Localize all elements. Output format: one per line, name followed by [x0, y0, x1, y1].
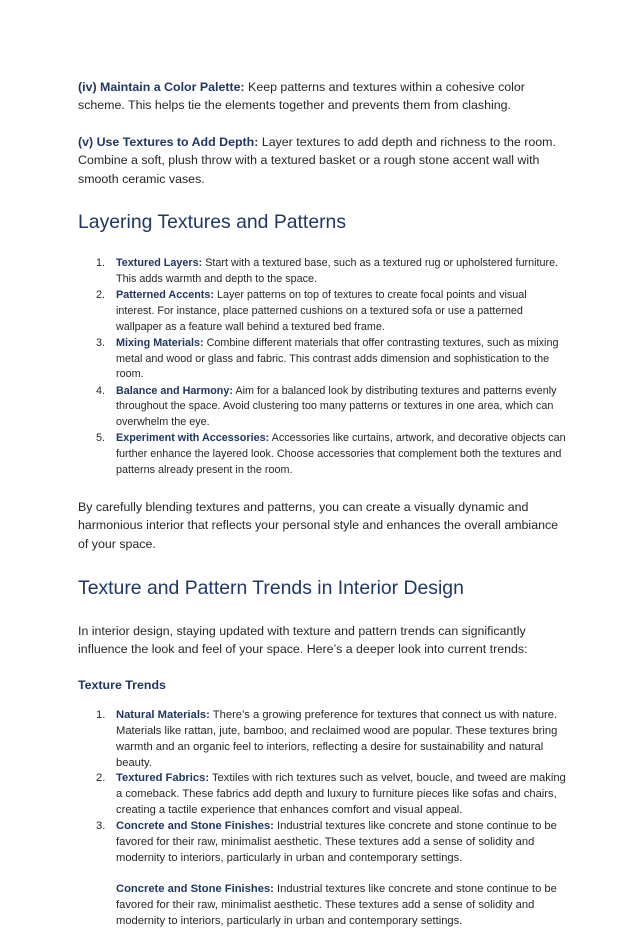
list-item-title: Balance and Harmony:	[116, 384, 233, 397]
paragraph-title: (iv) Maintain a Color Palette:	[78, 80, 245, 94]
section-heading-layering: Layering Textures and Patterns	[78, 211, 347, 234]
list-item-text: Textiles with rich textures such as velvet, boucle, and tweed are making a comeback. These fabrics add depth and luxury to furniture pieces like sofas and chairs, creating a tactile experience that enhances comfort and visual appeal.	[116, 772, 566, 817]
list-item	[78, 431, 568, 478]
list-item-text: There’s a growing preference for textures that connect us with nature. Materials like rattan, jute, bamboo, and reclaimed wood are popular. These textures bring warmth and an organic feel to interiors, reflecting a desire for sustainability and natural beauty.	[116, 708, 558, 769]
paragraph-text: Layer textures to add depth and richness to the room. Combine a soft, plush throw with a textured basket or a rough stone accent wall with smooth ceramic vases.	[78, 134, 556, 186]
repeated-paragraph-concrete-stone	[78, 882, 568, 930]
list-item-title: Concrete and Stone Finishes:	[116, 820, 274, 833]
list-number: 2.	[96, 772, 106, 785]
list-number: 4.	[96, 384, 106, 397]
list-item-title: Textured Layers:	[116, 257, 203, 270]
list-item-text: Aim for a balanced look by distributing textures and patterns evenly throughout the space. Avoid clustering too many patterns or textures in one area, which can overwhelm the eye.	[116, 384, 557, 429]
layering-summary: By carefully blending textures and patterns, you can create a visually dynamic and harmonious interior that reflects your personal style and enhances the overall ambiance of your space.	[78, 499, 559, 551]
paragraph-use-textures-depth	[78, 133, 568, 188]
list-item-title: Textured Fabrics:	[116, 772, 210, 785]
texture-trends-list	[78, 708, 568, 867]
list-item	[78, 336, 568, 383]
sub-heading-texture-trends: Texture Trends	[78, 677, 166, 692]
list-item	[78, 819, 568, 867]
list-item	[78, 384, 568, 431]
list-item-title: Natural Materials:	[116, 708, 210, 721]
list-item-text: Accessories like curtains, artwork, and decorative objects can further enhance the layered look. Choose accessories that complement both the textures and patterns already present in the room.	[116, 432, 566, 476]
list-item-title: Mixing Materials:	[116, 336, 204, 349]
layering-list	[78, 256, 568, 479]
paragraph-title: (v) Use Textures to Add Depth:	[78, 134, 259, 149]
trends-intro: In interior design, staying updated with texture and pattern trends can significantly influence the look and feel of your space. Here’s a deeper look into current trends:	[78, 623, 528, 657]
list-number: 2.	[96, 289, 106, 302]
list-item-text: Industrial textures like concrete and stone continue to be favored for their raw, minimalist aesthetic. These textures add a sense of solidity and modernity to interiors, particularly in urban and contemporary settings.	[116, 820, 557, 864]
paragraph-maintain-color-palette	[78, 78, 568, 115]
paragraph-title: Concrete and Stone Finishes:	[116, 882, 274, 895]
list-number: 5.	[96, 432, 106, 445]
list-item-text: Layer patterns on top of textures to create focal points and visual interest. For instance, place patterned cushions on a textured sofa or use a patterned wallpaper as a feature wall behind a textured bed frame.	[116, 289, 527, 333]
list-number: 1.	[96, 708, 106, 721]
list-item-text: Combine different materials that offer contrasting textures, such as mixing metal and wood or glass and fabric. This contrast adds dimension and sophistication to the room.	[116, 336, 559, 381]
list-item	[78, 771, 568, 819]
list-item-title: Patterned Accents:	[116, 289, 214, 302]
list-item	[78, 708, 568, 772]
list-item-text: Start with a textured base, such as a textured rug or upholstered furniture. This adds warmth and depth to the space.	[116, 257, 559, 285]
list-item	[78, 288, 568, 335]
list-number: 1.	[96, 257, 106, 270]
section-heading-trends: Texture and Pattern Trends in Interior Design	[78, 576, 464, 599]
paragraph-text: Industrial textures like concrete and stone continue to be favored for their raw, minimalist aesthetic. These textures add a sense of solidity and modernity to interiors, particularly in urban and contemporary settings.	[116, 882, 557, 927]
list-number: 3.	[96, 820, 106, 833]
list-item	[78, 256, 568, 288]
list-number: 3.	[96, 336, 106, 349]
list-item-title: Experiment with Accessories:	[116, 432, 270, 445]
paragraph-text: Keep patterns and textures within a cohesive color scheme. This helps tie the elements together and prevents them from clashing.	[78, 80, 525, 113]
